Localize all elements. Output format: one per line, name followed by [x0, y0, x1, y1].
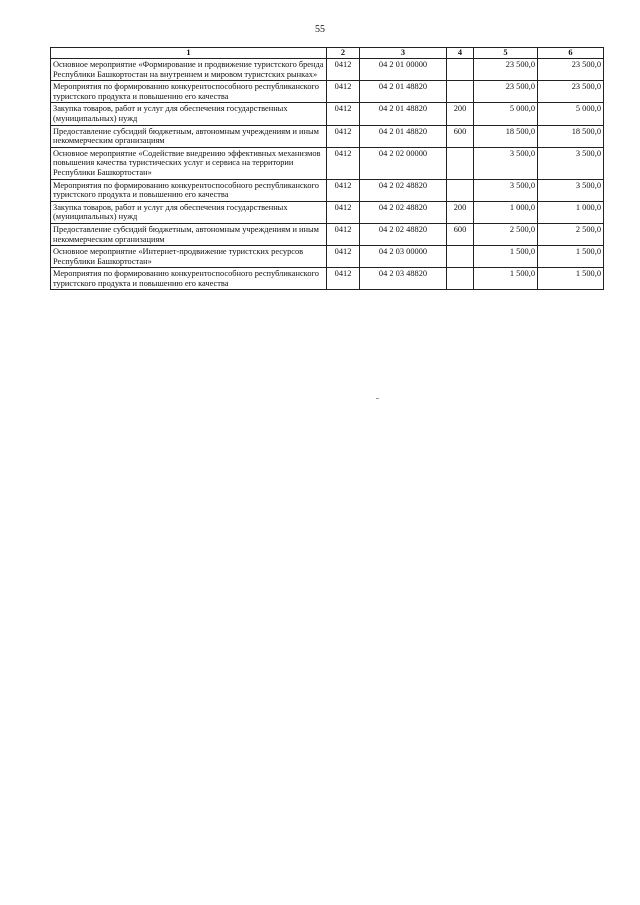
row-section: 0412 [327, 59, 360, 81]
row-section: 0412 [327, 103, 360, 125]
row-section: 0412 [327, 81, 360, 103]
row-type [447, 268, 474, 290]
table-row [51, 179, 604, 201]
row-amount-1: 1 500,0 [474, 246, 538, 268]
row-amount-2: 3 500,0 [538, 147, 604, 179]
row-name: Основное мероприятие «Содействие внедрению эффективных механизмов повышения качества туристических услуг и сервиса на территории Республики Башкортостан» [51, 147, 327, 179]
table-row [51, 246, 604, 268]
table-row [51, 223, 604, 245]
row-name: Основное мероприятие «Интернет-продвижение туристских ресурсов Республики Башкортостан» [51, 246, 327, 268]
row-amount-1: 3 500,0 [474, 179, 538, 201]
table-row [51, 125, 604, 147]
table-row [51, 147, 604, 179]
column-header-2: 2 [327, 48, 360, 59]
row-amount-2: 18 500,0 [538, 125, 604, 147]
row-amount-2: 23 500,0 [538, 81, 604, 103]
table-row [51, 59, 604, 81]
row-name: Закупка товаров, работ и услуг для обеспечения государственных (муниципальных) нужд [51, 201, 327, 223]
row-section: 0412 [327, 179, 360, 201]
row-code: 04 2 02 00000 [360, 147, 447, 179]
table-row [51, 268, 604, 290]
column-header-4: 4 [447, 48, 474, 59]
row-section: 0412 [327, 223, 360, 245]
row-code: 04 2 03 00000 [360, 246, 447, 268]
table-row [51, 81, 604, 103]
row-type: 600 [447, 223, 474, 245]
table-header-row [51, 48, 604, 59]
row-name: Закупка товаров, работ и услуг для обеспечения государственных (муниципальных) нужд [51, 103, 327, 125]
row-type [447, 81, 474, 103]
column-header-5: 5 [474, 48, 538, 59]
row-code: 04 2 02 48820 [360, 179, 447, 201]
row-amount-1: 2 500,0 [474, 223, 538, 245]
row-name: Мероприятия по формированию конкурентоспособного республиканского туристского продукта и повышению его качества [51, 81, 327, 103]
row-amount-1: 3 500,0 [474, 147, 538, 179]
row-section: 0412 [327, 147, 360, 179]
row-amount-1: 23 500,0 [474, 59, 538, 81]
row-type [447, 59, 474, 81]
row-code: 04 2 01 48820 [360, 81, 447, 103]
column-header-3: 3 [360, 48, 447, 59]
row-amount-2: 2 500,0 [538, 223, 604, 245]
page-number: 55 [315, 24, 325, 35]
row-code: 04 2 01 48820 [360, 103, 447, 125]
row-type: 200 [447, 103, 474, 125]
row-amount-2: 3 500,0 [538, 179, 604, 201]
row-code: 04 2 02 48820 [360, 201, 447, 223]
row-section: 0412 [327, 125, 360, 147]
row-amount-1: 18 500,0 [474, 125, 538, 147]
row-code: 04 2 01 00000 [360, 59, 447, 81]
row-code: 04 2 02 48820 [360, 223, 447, 245]
table-row [51, 201, 604, 223]
row-amount-2: 1 000,0 [538, 201, 604, 223]
row-code: 04 2 03 48820 [360, 268, 447, 290]
row-type: 200 [447, 201, 474, 223]
row-type: 600 [447, 125, 474, 147]
row-name: Мероприятия по формированию конкурентоспособного республиканского туристского продукта и повышению его качества [51, 179, 327, 201]
budget-table [50, 47, 604, 290]
table-row [51, 103, 604, 125]
row-code: 04 2 01 48820 [360, 125, 447, 147]
row-name: Предоставление субсидий бюджетным, автономным учреждениям и иным некоммерческим организациям [51, 125, 327, 147]
row-amount-1: 1 500,0 [474, 268, 538, 290]
row-name: Мероприятия по формированию конкурентоспособного республиканского туристского продукта и повышению его качества [51, 268, 327, 290]
row-amount-2: 23 500,0 [538, 59, 604, 81]
row-amount-2: 1 500,0 [538, 246, 604, 268]
row-type [447, 147, 474, 179]
row-amount-2: 5 000,0 [538, 103, 604, 125]
row-amount-1: 1 000,0 [474, 201, 538, 223]
row-type [447, 246, 474, 268]
column-header-6: 6 [538, 48, 604, 59]
row-amount-1: 5 000,0 [474, 103, 538, 125]
row-name: Основное мероприятие «Формирование и продвижение туристского бренда Республики Башкортостан на внутреннем и мировом туристских рынках» [51, 59, 327, 81]
row-name: Предоставление субсидий бюджетным, автономным учреждениям и иным некоммерческим организациям [51, 223, 327, 245]
row-amount-2: 1 500,0 [538, 268, 604, 290]
row-section: 0412 [327, 268, 360, 290]
column-header-1: 1 [51, 48, 327, 59]
row-section: 0412 [327, 201, 360, 223]
row-type [447, 179, 474, 201]
row-section: 0412 [327, 246, 360, 268]
scan-speck [376, 398, 379, 399]
row-amount-1: 23 500,0 [474, 81, 538, 103]
